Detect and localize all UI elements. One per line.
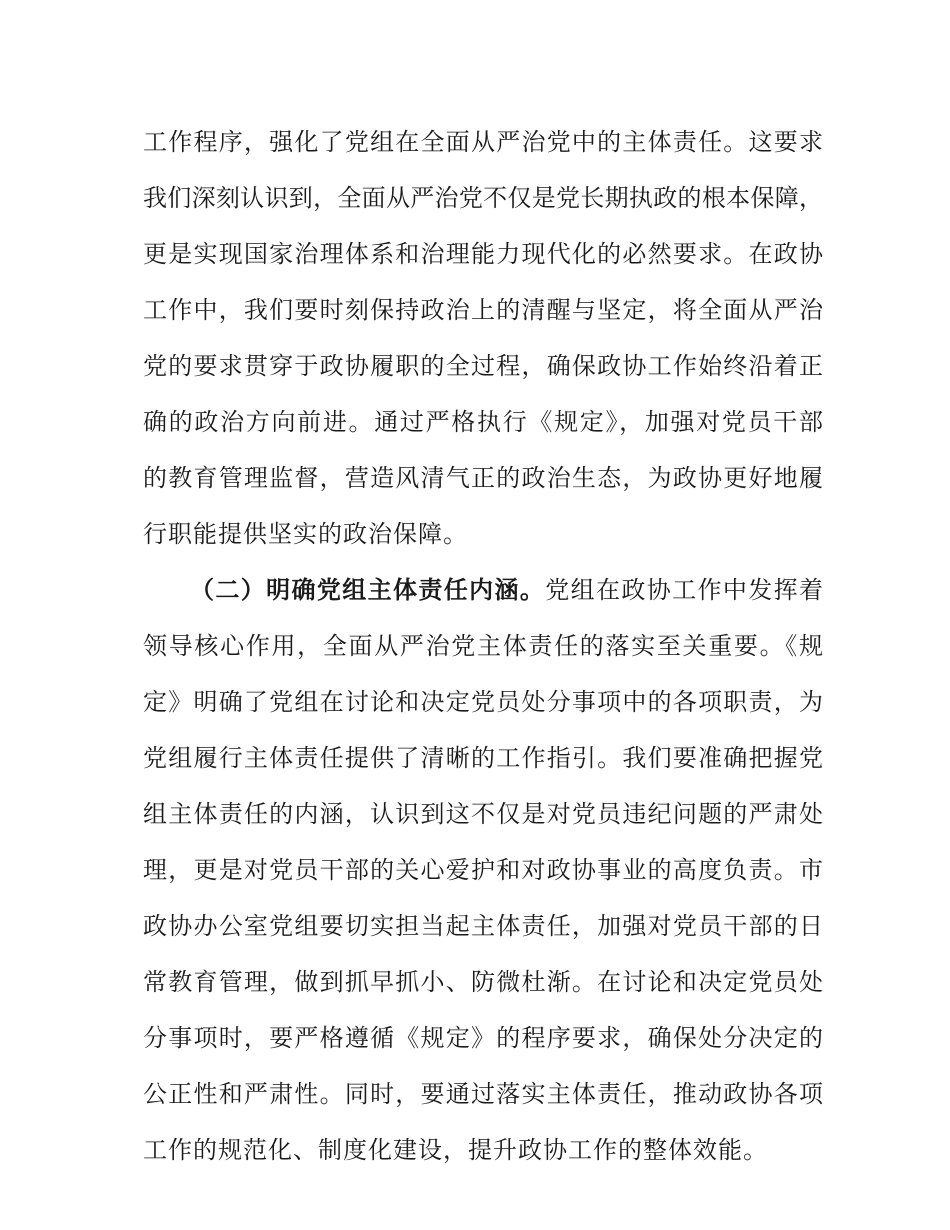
paragraph-2-line-5: 组主体责任的内涵，认识到这不仅是对党员违纪问题的严肃处 [143,800,823,828]
paragraph-2-line-7: 政协办公室党组要切实担当起主体责任，加强对党员干部的日 [143,912,823,940]
paragraph-2-line-6: 理，更是对党员干部的关心爱护和对政协事业的高度负责。市 [143,856,823,884]
paragraph-2-line-11: 工作的规范化、制度化建设，提升政协工作的整体效能。 [143,1136,768,1164]
paragraph-1-line-5: 党的要求贯穿于政协履职的全过程，确保政协工作始终沿着正 [143,352,823,380]
paragraph-1-line-3: 更是实现国家治理体系和治理能力现代化的必然要求。在政协 [143,240,823,268]
paragraph-2-line-8: 常教育管理，做到抓早抓小、防微杜渐。在讨论和决定党员处 [143,968,823,996]
paragraph-2-line-4: 党组履行主体责任提供了清晰的工作指引。我们要准确把握党 [143,744,823,772]
paragraph-1-line-1: 工作程序，强化了党组在全面从严治党中的主体责任。这要求 [143,128,823,156]
paragraph-1-line-6: 确的政治方向前进。通过严格执行《规定》，加强对党员干部 [143,408,823,436]
paragraph-1-line-7: 的教育管理监督，营造风清气正的政治生态，为政协更好地履 [143,464,823,492]
paragraph-2-first-line [190,574,823,606]
paragraph-2-line-3: 定》明确了党组在讨论和决定党员处分事项中的各项职责，为 [143,688,823,716]
section-heading: （二）明确党组主体责任内涵。 [190,576,546,604]
paragraph-2-line-10: 公正性和严肃性。同时，要通过落实主体责任，推动政协各项 [143,1080,823,1108]
paragraph-1-line-2: 我们深刻认识到，全面从严治党不仅是党长期执政的根本保障， [143,184,823,212]
paragraph-2-line-9: 分事项时，要严格遵循《规定》的程序要求，确保处分决定的 [143,1024,823,1052]
paragraph-2-line-2: 领导核心作用，全面从严治党主体责任的落实至关重要。《规 [143,632,823,660]
paragraph-1-line-8: 行职能提供坚实的政治保障。 [143,520,468,548]
paragraph-2-line-1-rest: 党组在政协工作中发挥着 [545,576,823,604]
paragraph-1-line-4: 工作中，我们要时刻保持政治上的清醒与坚定，将全面从严治 [143,296,823,324]
